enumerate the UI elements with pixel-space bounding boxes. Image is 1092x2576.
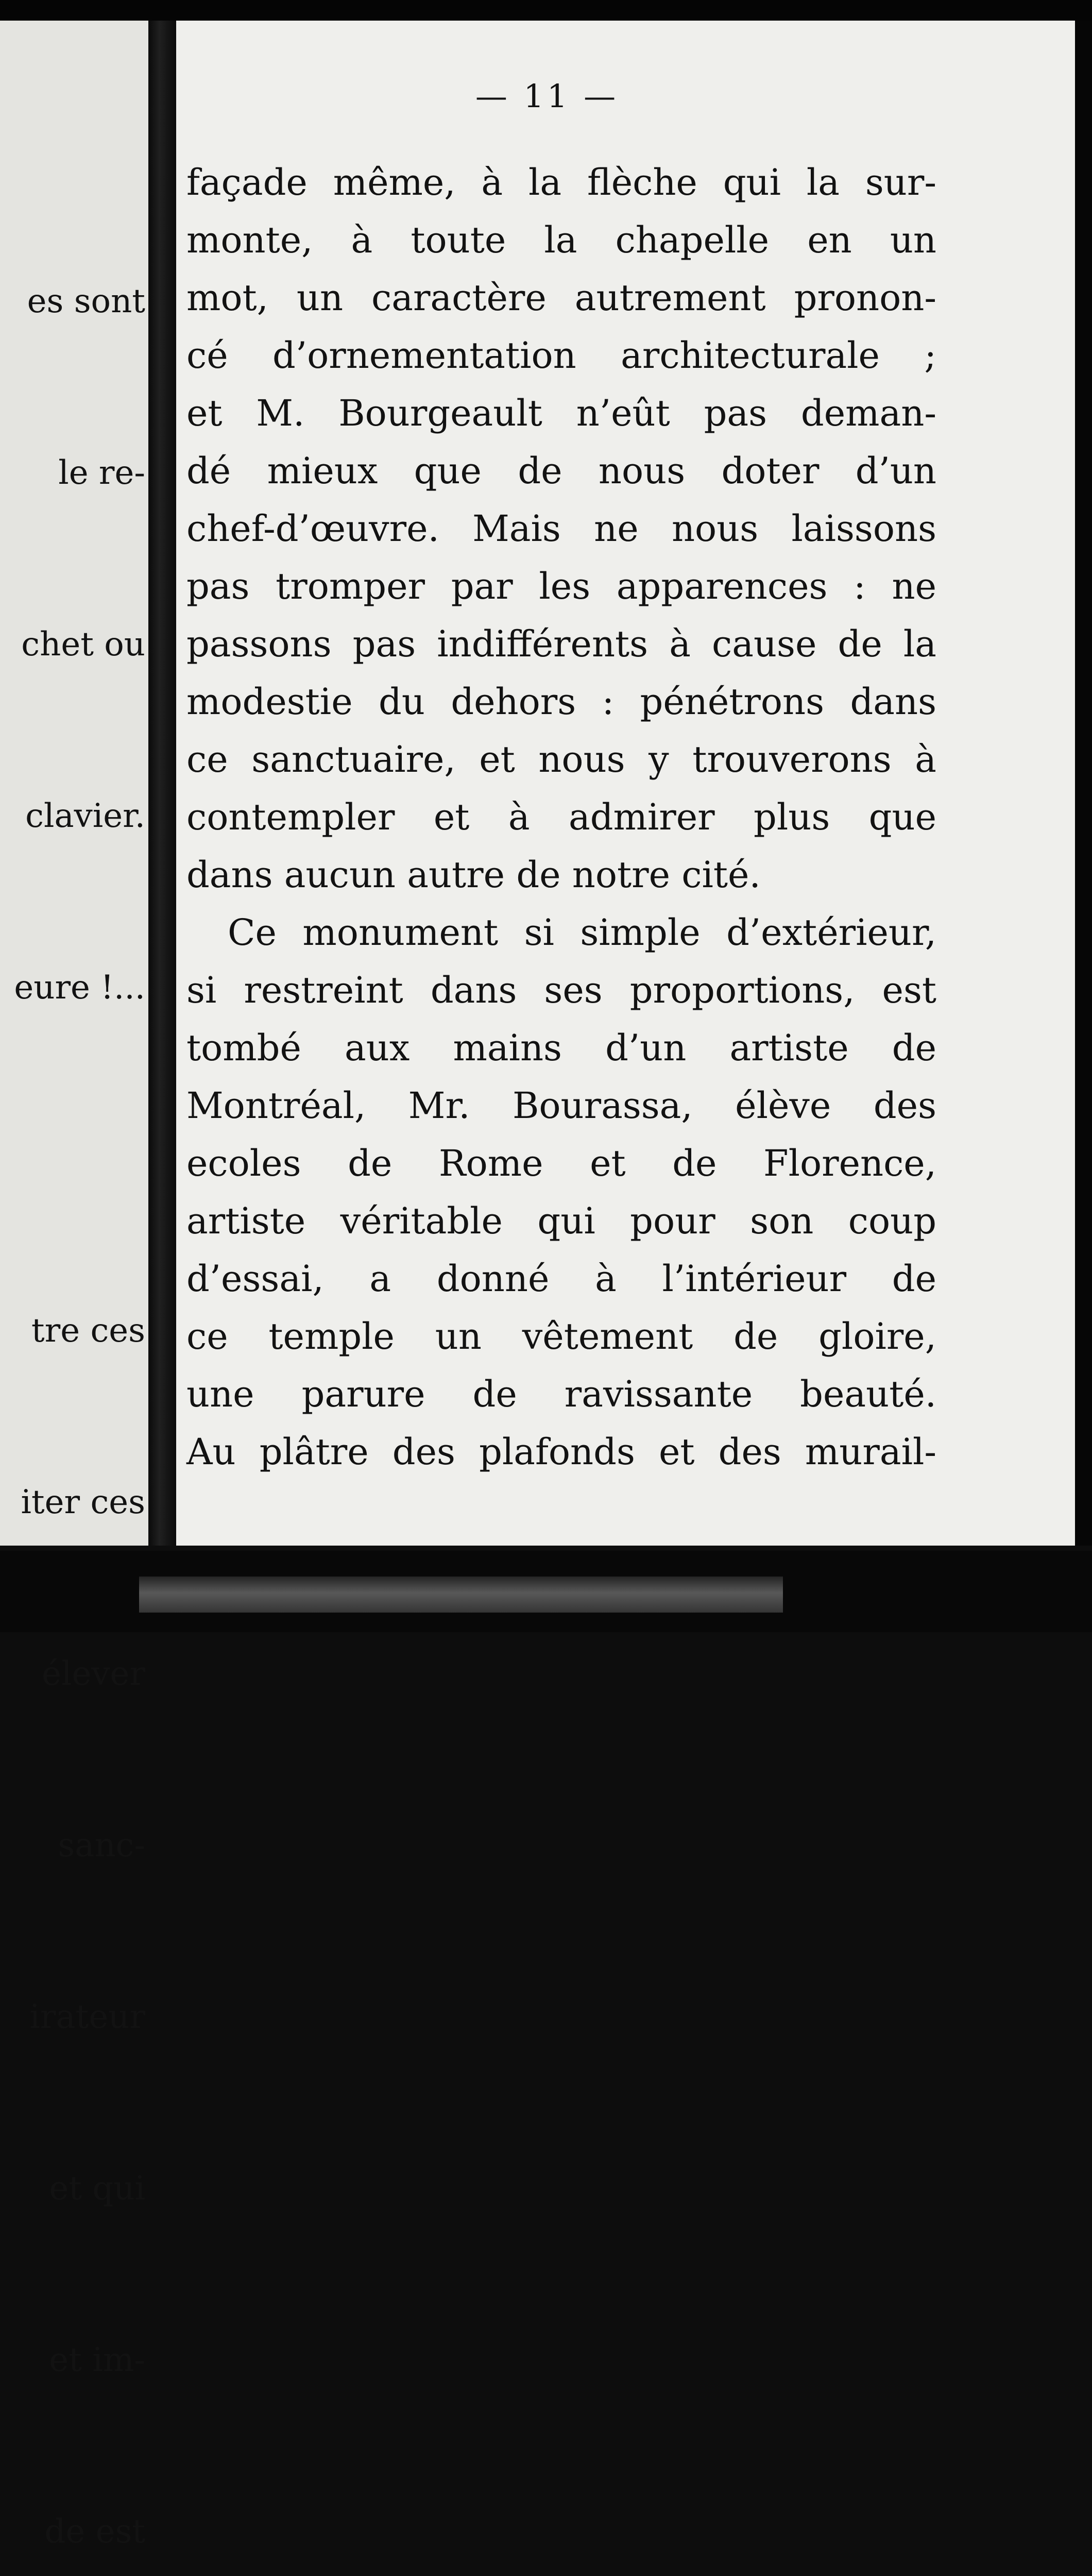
left-page-text (8, 159, 145, 2576)
text-line: Au plâtre des plafonds et des murail- (186, 1431, 936, 1473)
left-page-line: chet ou (21, 625, 145, 664)
left-page-line: de est (44, 2513, 145, 2551)
text-line: si restreint dans ses proportions, est (186, 969, 936, 1011)
text-line: une parure de ravissante beauté. (186, 1373, 936, 1415)
text-line: façade même, à la flèche qui la sur- (186, 161, 936, 204)
main-page (176, 21, 1075, 1546)
scan-right-border (1075, 21, 1092, 1546)
left-page-line: iter ces (21, 1483, 145, 1521)
left-page-fragment (0, 21, 148, 2551)
text-line: passons pas indifférents à cause de la (186, 623, 936, 665)
text-line: modestie du dehors : pénétrons dans (186, 681, 936, 723)
text-line: artiste véritable qui pour son coup (186, 1200, 936, 1242)
body-text (186, 154, 936, 1481)
left-page-line: élever (42, 1655, 145, 1693)
text-line: Montréal, Mr. Bourassa, élève des (186, 1084, 936, 1127)
left-page-line: le re- (58, 454, 145, 492)
text-line: cé d’ornementation architecturale ; (186, 334, 936, 377)
scan-top-border (0, 0, 1092, 21)
left-page-line: irateur (29, 1998, 145, 2036)
text-line: ecoles de Rome et de Florence, (186, 1142, 936, 1184)
page-gutter (148, 21, 176, 1546)
page-number: — 11 — (475, 77, 619, 115)
scan-bottom-band (139, 1577, 783, 1613)
left-page-line (8, 1131, 145, 1188)
left-page-line: et im- (49, 2341, 145, 2379)
text-line: chef-d’œuvre. Mais ne nous laissons (186, 507, 936, 550)
text-line: tombé aux mains d’un artiste de (186, 1027, 936, 1069)
left-page-line: et qui (49, 2170, 145, 2208)
text-line: mot, un caractère autrement pronon- (186, 277, 936, 319)
text-line: contempler et à admirer plus que (186, 796, 936, 838)
text-line: dé mieux que de nous doter d’un (186, 450, 936, 492)
text-line: d’essai, a donné à l’intérieur de (186, 1258, 936, 1300)
text-line: dans aucun autre de notre cité. (186, 854, 761, 896)
left-page-line: eure !... (14, 969, 145, 1007)
left-page-line: clavier. (25, 797, 145, 835)
text-line: Ce monument si simple d’extérieur, (228, 911, 936, 954)
text-line: ce temple un vêtement de gloire, (186, 1315, 936, 1358)
text-line: pas tromper par les apparences : ne (186, 565, 936, 607)
left-page-line: es sont (27, 282, 145, 320)
text-line: monte, à toute la chapelle en un (186, 219, 936, 261)
text-line: et M. Bourgeault n’eût pas deman- (186, 392, 936, 434)
left-page-line: tre ces (31, 1312, 145, 1350)
text-line: ce sanctuaire, et nous y trouverons à (186, 738, 936, 781)
left-page-line: sanc- (58, 1826, 145, 1865)
